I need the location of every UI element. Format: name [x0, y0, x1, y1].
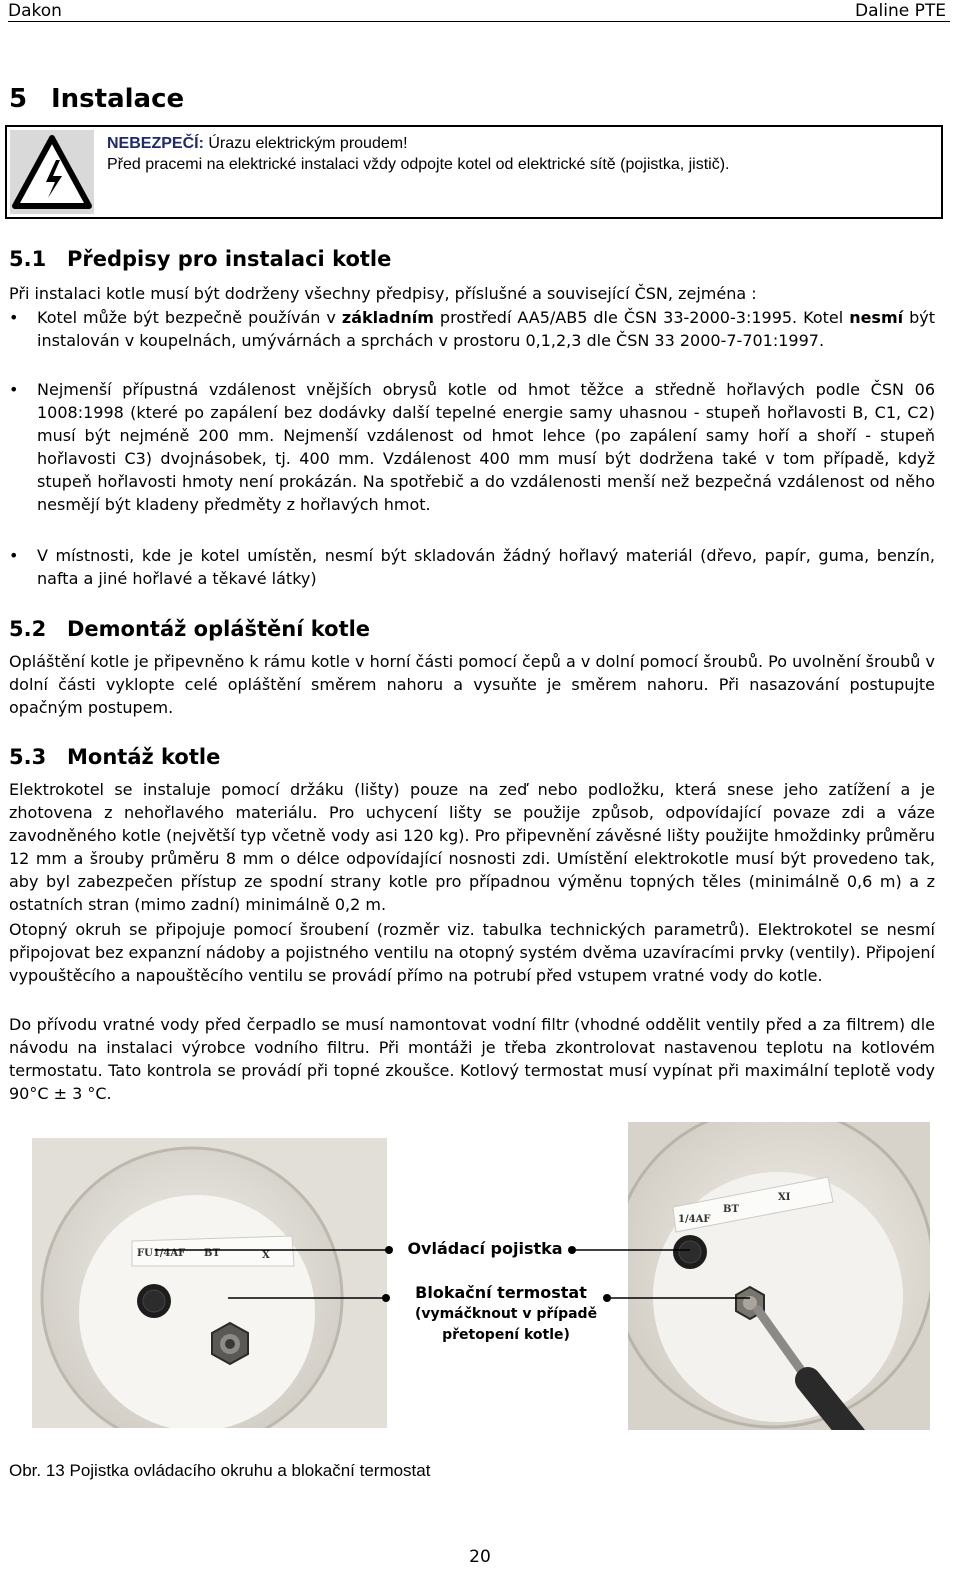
section-number: 5: [9, 84, 28, 114]
callout-fuse: Ovládací pojistka: [407, 1239, 563, 1258]
warning-line-2: Před pracemi na elektrické instalaci vždy odpojte kotel od elektrické sítě (pojistka, jistič).: [107, 156, 730, 173]
warning-label: NEBEZPEČÍ:: [107, 135, 204, 152]
emphasis: základním: [341, 308, 434, 327]
warning-title: Úrazu elektrickým proudem!: [203, 135, 408, 152]
label-fu: FU1/4AF: [137, 1248, 186, 1259]
section-title: Předpisy pro instalaci kotle: [67, 247, 392, 271]
callout-thermostat-note-1: (vymáčknout v případě: [414, 1306, 598, 1322]
callout-thermostat: Blokační termostat: [415, 1283, 587, 1302]
bullet: •: [9, 380, 19, 399]
label-x: XI: [778, 1192, 791, 1203]
section-number: 5.3: [9, 745, 47, 769]
bullet: •: [9, 308, 19, 327]
text-run: prostředí AA5/AB5 dle ČSN 33-2000-3:1995. Kotel: [433, 308, 850, 327]
label-x: X: [262, 1250, 270, 1261]
list-item-text: V místnosti, kde je kotel umístěn, nesmí být skladován žádný hořlavý materiál (dřevo, papír, guma, benzín, nafta a jiné hořlavé a těkavé látky): [37, 546, 935, 588]
bullet: •: [9, 546, 19, 565]
section-number: 5.1: [9, 247, 47, 271]
page-number: 20: [469, 1547, 491, 1567]
text-run: být instalován v koupelnách, umývárnách a sprchách v prostoru 0,1,2,3 dle ČSN 33 2000-7-701:1997.: [37, 308, 936, 350]
header-brand: Dakon: [8, 1, 62, 21]
figure-caption: Obr. 13 Pojistka ovládacího okruhu a blokační termostat: [9, 1461, 431, 1480]
section-title: Montáž kotle: [67, 745, 221, 769]
regulations-intro: Při instalaci kotle musí být dodrženy všechny předpisy, příslušné a související ČSN, zejména :: [9, 284, 757, 303]
section-title: Demontáž opláštění kotle: [67, 617, 371, 641]
section-title: Instalace: [51, 84, 185, 114]
paragraph: Do přívodu vratné vody před čerpadlo se musí namontovat vodní filtr (vhodné oddělit ventily před a za filtrem) dle návodu na instalaci výrobce vodního filtru. Při montáži je třeba zkontrolovat nastavenou teplotu na kotlovém termostatu. Tato kontrola se provádí při topné zkoušce. Kotlový termostat musí vypínat při maximální teplotě vody 90°C ± 3 °C.: [9, 1015, 935, 1103]
label-bt: BT: [723, 1204, 739, 1215]
emphasis: nesmí: [849, 308, 904, 327]
list-item-text: Nejmenší přípustná vzdálenost vnějších obrysů kotle od hmot těžce a středně hořlavých podle ČSN 06 1008:1998 (které po zapálení bez dodávky další tepelné energie samy uhasnou - stupeň hořlavosti B, C1, C2) musí být nejméně 200 mm. Nejmenší vzdálenost od hmot lehce (po zapálení samy hoří a shoří - stupeň hořlavosti C3) dvojnásobek, tj. 400 mm. Vzdálenost 400 mm musí být dodržena také v tom případě, když stupeň hořlavosti hmoty není prokázán. Na spotřebič a do vzdálenosti menší než bezpečná vzdálenost od něho nesmějí být kladeny předměty z hořlavých hmot.: [37, 380, 935, 514]
section-number: 5.2: [9, 617, 47, 641]
header-product: Daline PTE: [855, 1, 946, 21]
paragraph: Elektrokotel se instaluje pomocí držáku (lišty) pouze na zeď nebo podložku, která snese jeho zatížení a je zhotovena z nehořlavého materiálu. Pro uchycení lišty se použije způsob, odpovídající povaze zdi a váze zavodněného kotle (největší typ včetně vody asi 120 kg). Pro připevnění závěsné lišty použijte hmoždinky průměru 12 mm a šrouby průměru 8 mm o délce odpovídající nosnosti zdi. Umístění elektrokotle musí být provedeno tak, aby byl zabezpečen přístup ze spodní strany kotle pro případnou výměnu topných těles (minimálně 0,6 m) a z ostatních stran (mimo zadní) minimálně 0,2 m.: [9, 780, 935, 914]
label-fu: 1/4AF: [678, 1214, 711, 1225]
label-bt: BT: [204, 1248, 220, 1259]
paragraph: Otopný okruh se připojuje pomocí šroubení (rozměr viz. tabulka technických parametrů). Elektrokotel se nesmí připojovat bez expanzní nádoby a pojistného ventilu na otopný systém dvěma uzavíracími prvky (ventily). Připojení vypouštěcího a napouštěcího ventilu se provádí přímo na potrubí před vstupem vratné vody do kotle.: [9, 920, 935, 985]
paragraph: Opláštění kotle je připevněno k rámu kotle v horní části pomocí čepů a v dolní pomocí šroubů. Po uvolnění šroubů v dolní části vyklopte celé opláštění směrem nahoru a vysuňte je směrem nahoru. Při nasazování postupujte opačným postupem.: [9, 652, 935, 717]
callout-thermostat-note-2: přetopení kotle): [442, 1327, 570, 1343]
text-run: Kotel může být bezpečně používán v: [37, 308, 342, 327]
